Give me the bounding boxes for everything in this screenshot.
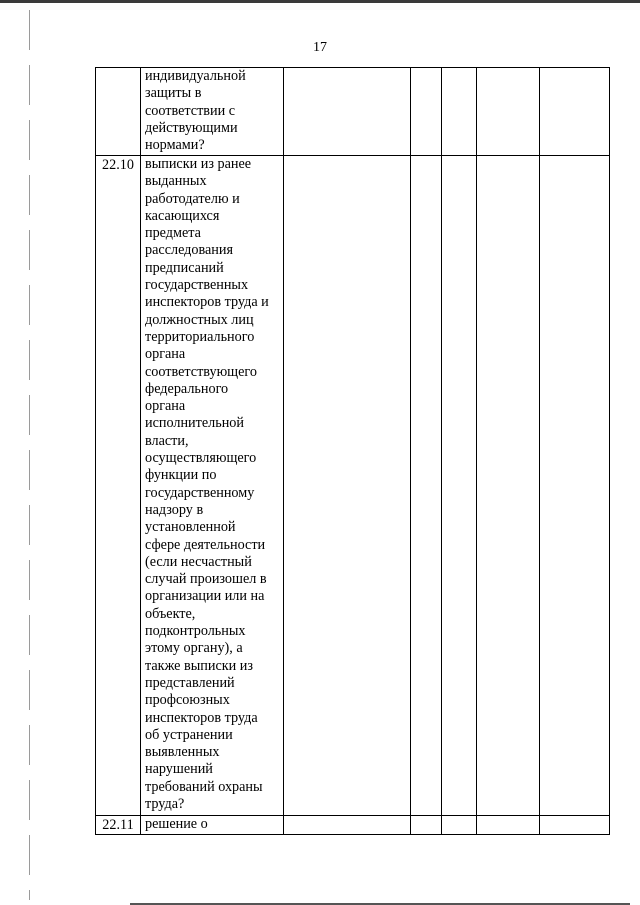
scan-left-mark: [29, 10, 30, 900]
empty-cell: [284, 156, 411, 816]
page-number: 17: [313, 40, 327, 55]
empty-cell: [477, 816, 540, 835]
table-row: [96, 816, 610, 835]
empty-cell: [284, 68, 411, 156]
row-question: индивидуальной защиты в соответствии с действующими нормами?: [141, 68, 284, 156]
row-number: 22.11: [96, 816, 141, 835]
empty-cell: [540, 68, 610, 156]
empty-cell: [411, 816, 442, 835]
empty-cell: [442, 816, 477, 835]
table-row: [96, 68, 610, 156]
row-question: выписки из ранее выданных работодателю и касающихся предмета расследования предписаний государственных инспекторов труда и должностных лиц территориального органа соответствующего федерального органа исполнительной власти, осуществляющего функции по государственному надзору в установленной сфере деятельности (если несчастный случай произошел в организации или на объекте, подконтрольных этому органу), а также выписки из представлений профсоюзных инспекторов труда об устранении выявленных нарушений требований охраны труда?: [141, 156, 284, 816]
row-question: решение о: [141, 816, 284, 835]
scan-top-edge: [0, 0, 640, 3]
empty-cell: [477, 156, 540, 816]
empty-cell: [411, 68, 442, 156]
empty-cell: [477, 68, 540, 156]
empty-cell: [284, 816, 411, 835]
table-row: [96, 156, 610, 816]
row-number: 22.10: [96, 156, 141, 816]
empty-cell: [540, 156, 610, 816]
empty-cell: [442, 68, 477, 156]
empty-cell: [411, 156, 442, 816]
row-number: [96, 68, 141, 156]
empty-cell: [442, 156, 477, 816]
empty-cell: [540, 816, 610, 835]
checklist-table: [95, 67, 610, 835]
